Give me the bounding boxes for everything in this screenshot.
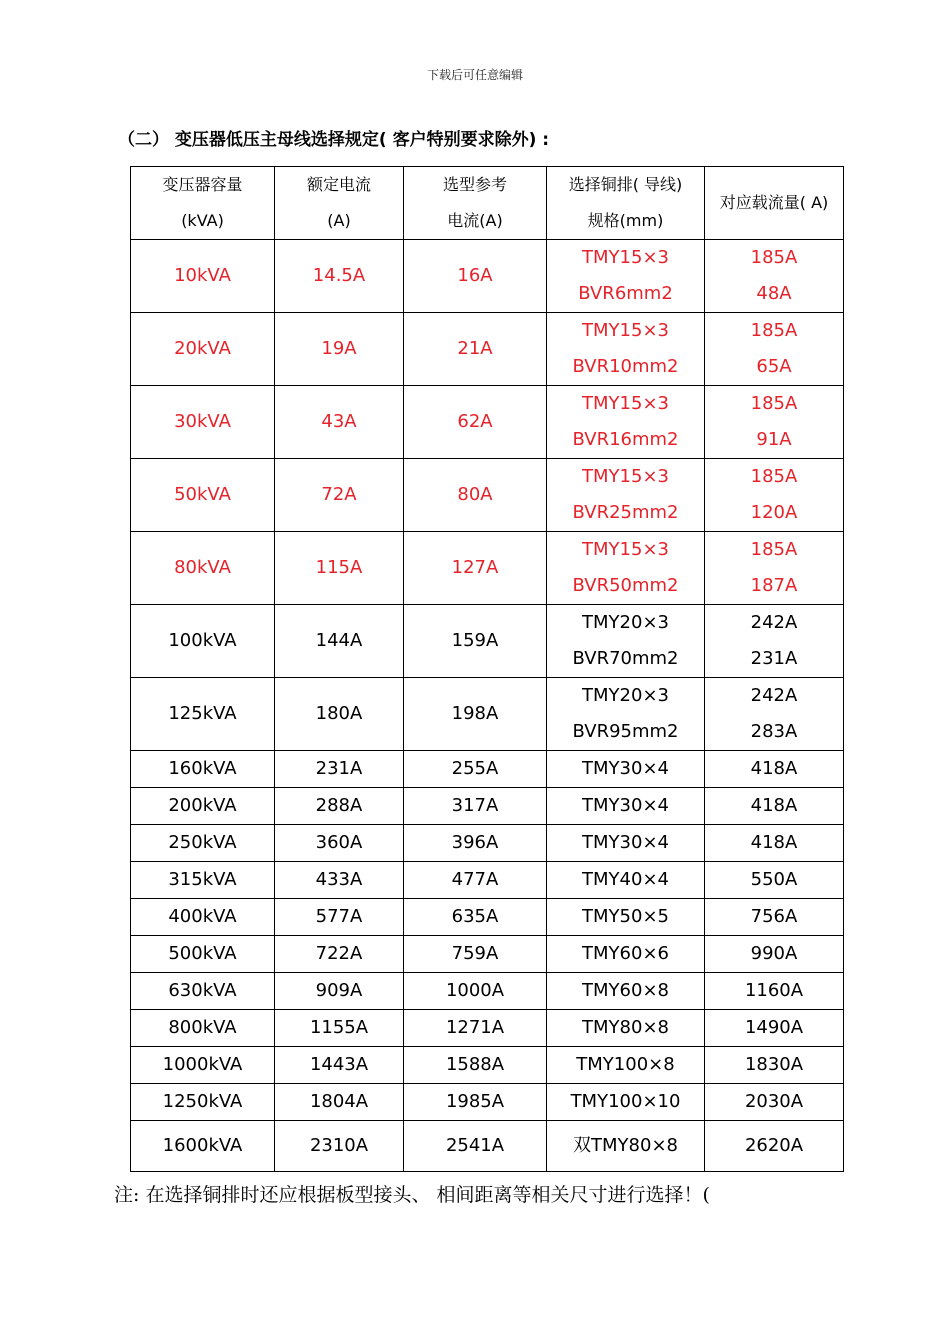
table-row: [131, 1010, 844, 1047]
column-header-text: 选型参考: [442, 175, 507, 194]
cell-rated: 180A: [275, 678, 404, 751]
cell-ref: 759A: [404, 936, 547, 973]
cell-load-line: 242A: [750, 685, 798, 706]
section-title: （二） 变压器低压主母线选择规定( 客户特别要求除外) :: [118, 130, 550, 150]
cell-load-line: 185A: [750, 466, 798, 487]
cell-rated: 360A: [275, 825, 404, 862]
cell-ref: 2541A: [404, 1121, 547, 1172]
cell-load: [705, 899, 844, 936]
cell-load-line: 1160A: [744, 980, 804, 1001]
cell-rated: 115A: [275, 532, 404, 605]
cell-rated: 1804A: [275, 1084, 404, 1121]
cell-load-line: 2620A: [744, 1135, 804, 1156]
cell-load: [705, 1121, 844, 1172]
cell-bus-line: TMY60×6: [582, 943, 669, 964]
cell-bus-line: TMY30×4: [582, 758, 669, 779]
cell-ref: 1271A: [404, 1010, 547, 1047]
table-row: [131, 973, 844, 1010]
cell-cap: 100kVA: [131, 605, 275, 678]
cell-bus-line: BVR10mm2: [572, 356, 679, 377]
cell-cap: 1600kVA: [131, 1121, 275, 1172]
table-row: [131, 936, 844, 973]
cell-bus-line: BVR6mm2: [578, 283, 673, 304]
column-header-text: (kVA): [181, 211, 224, 230]
cell-rated: 577A: [275, 899, 404, 936]
cell-cap: 1000kVA: [131, 1047, 275, 1084]
table-row: [131, 532, 844, 605]
column-header: [547, 167, 705, 240]
cell-bus-line: BVR25mm2: [572, 502, 679, 523]
table-row: [131, 459, 844, 532]
cell-bus: [547, 973, 705, 1010]
cell-load-line: 48A: [756, 283, 792, 304]
cell-load: [705, 862, 844, 899]
cell-ref: 1000A: [404, 973, 547, 1010]
cell-cap: 160kVA: [131, 751, 275, 788]
cell-bus: [547, 240, 705, 313]
cell-cap: 10kVA: [131, 240, 275, 313]
cell-bus-line: TMY15×3: [582, 539, 669, 560]
cell-cap: 1250kVA: [131, 1084, 275, 1121]
table-row: [131, 1121, 844, 1172]
cell-load: [705, 240, 844, 313]
cell-bus-line: 双TMY80×8: [573, 1135, 678, 1156]
cell-load: [705, 973, 844, 1010]
cell-ref: 396A: [404, 825, 547, 862]
cell-bus-line: TMY30×4: [582, 795, 669, 816]
cell-bus-line: TMY40×4: [582, 869, 669, 890]
cell-cap: 500kVA: [131, 936, 275, 973]
cell-ref: 80A: [404, 459, 547, 532]
cell-load-line: 418A: [750, 832, 798, 853]
cell-rated: 2310A: [275, 1121, 404, 1172]
cell-bus-line: TMY20×3: [582, 685, 669, 706]
table-row: [131, 862, 844, 899]
cell-bus-line: TMY60×8: [582, 980, 669, 1001]
table-row: [131, 1047, 844, 1084]
cell-rated: 14.5A: [275, 240, 404, 313]
header-note: 下载后可任意编辑: [426, 68, 523, 82]
cell-ref: 477A: [404, 862, 547, 899]
cell-load-line: 120A: [750, 502, 798, 523]
cell-bus: [547, 678, 705, 751]
cell-bus: [547, 899, 705, 936]
cell-rated: 19A: [275, 313, 404, 386]
cell-load-line: 242A: [750, 612, 798, 633]
cell-load: [705, 313, 844, 386]
cell-bus-line: BVR16mm2: [572, 429, 679, 450]
cell-bus-line: TMY80×8: [582, 1017, 669, 1038]
column-header: [705, 167, 844, 240]
table-row: [131, 751, 844, 788]
cell-load-line: 185A: [750, 320, 798, 341]
cell-load: [705, 1010, 844, 1047]
table-row: [131, 825, 844, 862]
table-header-row: [131, 167, 844, 240]
cell-bus-line: BVR70mm2: [572, 648, 679, 669]
cell-rated: 909A: [275, 973, 404, 1010]
cell-load-line: 283A: [750, 721, 798, 742]
cell-cap: 200kVA: [131, 788, 275, 825]
cell-cap: 80kVA: [131, 532, 275, 605]
cell-bus-line: TMY15×3: [582, 393, 669, 414]
cell-load-line: 185A: [750, 539, 798, 560]
table-row: [131, 313, 844, 386]
column-header-text: 电流(A): [447, 211, 503, 230]
column-header: [275, 167, 404, 240]
cell-load: [705, 605, 844, 678]
cell-bus: [547, 1084, 705, 1121]
cell-ref: 127A: [404, 532, 547, 605]
table-row: [131, 1084, 844, 1121]
column-header-text: 规格(mm): [587, 211, 664, 230]
column-header-text: 额定电流: [306, 175, 371, 194]
cell-cap: 315kVA: [131, 862, 275, 899]
cell-load: [705, 751, 844, 788]
table-row: [131, 605, 844, 678]
cell-bus: [547, 825, 705, 862]
cell-load-line: 418A: [750, 758, 798, 779]
cell-load: [705, 1084, 844, 1121]
cell-bus: [547, 605, 705, 678]
cell-cap: 250kVA: [131, 825, 275, 862]
cell-ref: 317A: [404, 788, 547, 825]
cell-ref: 1985A: [404, 1084, 547, 1121]
cell-bus: [547, 1047, 705, 1084]
cell-cap: 50kVA: [131, 459, 275, 532]
cell-load-line: 990A: [750, 943, 798, 964]
cell-rated: 231A: [275, 751, 404, 788]
cell-load-line: 65A: [756, 356, 792, 377]
cell-cap: 125kVA: [131, 678, 275, 751]
cell-load-line: 231A: [750, 648, 798, 669]
cell-cap: 20kVA: [131, 313, 275, 386]
cell-rated: 722A: [275, 936, 404, 973]
cell-load-line: 185A: [750, 247, 798, 268]
cell-load-line: 550A: [750, 869, 798, 890]
cell-ref: 255A: [404, 751, 547, 788]
cell-rated: 43A: [275, 386, 404, 459]
cell-bus: [547, 788, 705, 825]
cell-ref: 198A: [404, 678, 547, 751]
column-header-text: 选择铜排( 导线): [568, 175, 683, 194]
cell-bus: [547, 459, 705, 532]
cell-ref: 1588A: [404, 1047, 547, 1084]
cell-load-line: 418A: [750, 795, 798, 816]
cell-load-line: 1830A: [744, 1054, 804, 1075]
cell-load: [705, 1047, 844, 1084]
cell-bus: [547, 936, 705, 973]
column-header-text: (A): [327, 211, 351, 230]
cell-bus: [547, 1010, 705, 1047]
cell-load: [705, 788, 844, 825]
table-row: [131, 899, 844, 936]
cell-ref: 635A: [404, 899, 547, 936]
cell-load: [705, 936, 844, 973]
cell-cap: 800kVA: [131, 1010, 275, 1047]
cell-rated: 1443A: [275, 1047, 404, 1084]
cell-rated: 288A: [275, 788, 404, 825]
cell-load-line: 2030A: [744, 1091, 804, 1112]
cell-bus: [547, 1121, 705, 1172]
cell-cap: 630kVA: [131, 973, 275, 1010]
cell-bus: [547, 862, 705, 899]
cell-load: [705, 532, 844, 605]
cell-bus: [547, 386, 705, 459]
cell-load: [705, 678, 844, 751]
table-row: [131, 678, 844, 751]
cell-bus-line: TMY100×10: [570, 1091, 681, 1112]
cell-bus-line: TMY15×3: [582, 247, 669, 268]
cell-bus-line: TMY100×8: [576, 1054, 675, 1075]
cell-load: [705, 386, 844, 459]
cell-bus: [547, 532, 705, 605]
cell-load-line: 1490A: [744, 1017, 804, 1038]
column-header: [404, 167, 547, 240]
cell-bus-line: TMY15×3: [582, 320, 669, 341]
cell-ref: 159A: [404, 605, 547, 678]
table-row: [131, 240, 844, 313]
cell-load: [705, 459, 844, 532]
cell-bus-line: TMY15×3: [582, 466, 669, 487]
cell-bus: [547, 751, 705, 788]
column-header-text: 对应载流量( A): [719, 193, 829, 212]
cell-rated: 144A: [275, 605, 404, 678]
column-header: [131, 167, 275, 240]
cell-ref: 16A: [404, 240, 547, 313]
cell-rated: 1155A: [275, 1010, 404, 1047]
busbar-spec-table: [130, 166, 844, 1172]
cell-load: [705, 825, 844, 862]
cell-cap: 400kVA: [131, 899, 275, 936]
cell-ref: 21A: [404, 313, 547, 386]
cell-load-line: 185A: [750, 393, 798, 414]
table-row: [131, 788, 844, 825]
cell-bus-line: TMY20×3: [582, 612, 669, 633]
cell-rated: 433A: [275, 862, 404, 899]
cell-bus-line: BVR50mm2: [572, 575, 679, 596]
table-row: [131, 386, 844, 459]
cell-ref: 62A: [404, 386, 547, 459]
cell-cap: 30kVA: [131, 386, 275, 459]
column-header-text: 变压器容量: [162, 175, 243, 194]
footnote: 注: 在选择铜排时还应根据板型接头、 相间距离等相关尺寸进行选择！(: [114, 1184, 710, 1206]
cell-bus: [547, 313, 705, 386]
cell-rated: 72A: [275, 459, 404, 532]
cell-bus-line: TMY30×4: [582, 832, 669, 853]
cell-load-line: 756A: [750, 906, 798, 927]
cell-bus-line: BVR95mm2: [572, 721, 679, 742]
cell-bus-line: TMY50×5: [582, 906, 669, 927]
cell-load-line: 187A: [750, 575, 798, 596]
cell-load-line: 91A: [756, 429, 792, 450]
